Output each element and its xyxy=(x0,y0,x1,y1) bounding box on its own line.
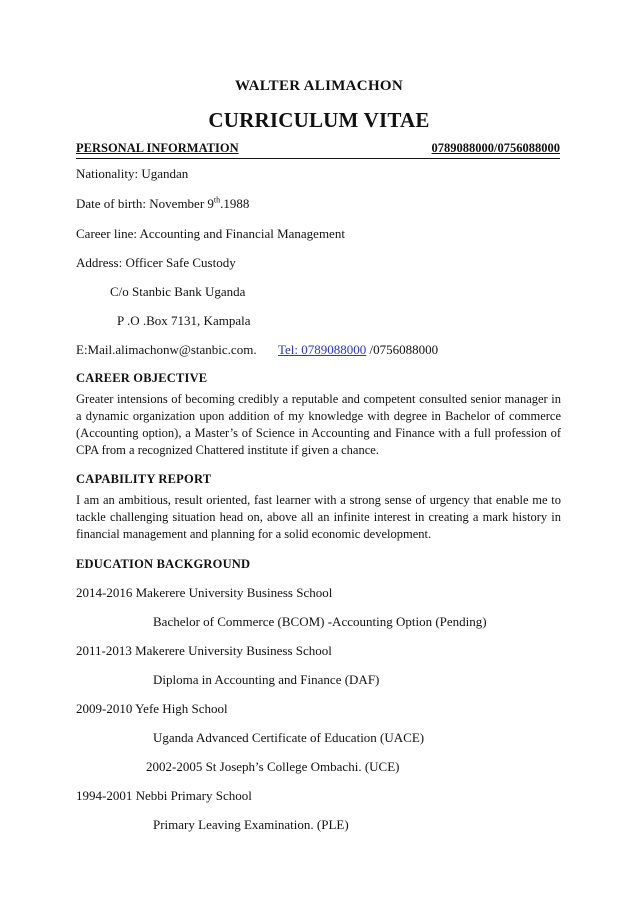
personal-info-heading: PERSONAL INFORMATION xyxy=(76,141,239,155)
candidate-name: WALTER ALIMACHON xyxy=(234,78,404,94)
address-line-3: P .O .Box 7131, Kampala xyxy=(117,313,251,328)
contact-line xyxy=(76,342,257,358)
header-phone-numbers: 0789088000/0756088000 xyxy=(431,141,560,155)
education-entry: 2002-2005 St Joseph’s College Ombachi. (UCE) xyxy=(146,759,400,774)
dob-superscript: th xyxy=(213,195,221,205)
telephone-link[interactable]: Tel: 0789088000 xyxy=(278,342,367,357)
telephone-line xyxy=(278,342,438,358)
nationality: Nationality: Ugandan xyxy=(76,166,189,181)
capability-report-heading: CAPABILITY REPORT xyxy=(76,472,212,486)
dob-suffix: .1988 xyxy=(220,196,250,211)
education-entry: 2011-2013 Makerere University Business School xyxy=(76,643,332,658)
education-entry: Primary Leaving Examination. (PLE) xyxy=(153,817,349,832)
dob-prefix: Date of birth: November 9 xyxy=(76,196,214,211)
address-line-1: Address: Officer Safe Custody xyxy=(76,255,236,270)
date-of-birth xyxy=(76,196,249,212)
education-entry: Bachelor of Commerce (BCOM) -Accounting Option (Pending) xyxy=(153,614,487,629)
personal-info-header xyxy=(76,141,560,159)
email-text: E:Mail.alimachonw@stanbic.com. xyxy=(76,342,257,357)
education-heading: EDUCATION BACKGROUND xyxy=(76,557,251,571)
career-objective-heading: CAREER OBJECTIVE xyxy=(76,371,208,385)
education-entry: 2014-2016 Makerere University Business School xyxy=(76,585,333,600)
address-line-2: C/o Stanbic Bank Uganda xyxy=(110,284,246,299)
telephone-alt: /0756088000 xyxy=(366,342,439,357)
education-entry: 1994-2001 Nebbi Primary School xyxy=(76,788,252,803)
career-objective-text: Greater intensions of becoming credibly a reputable and competent consulted senior manager in a dynamic organization upon addition of my knowledge with degree in Bachelor of commerce (Accounting option), a Master’s of Science in Accounting and Finance with a full profession of CPA from a recognized Chattered institute if given a chance. xyxy=(76,392,561,457)
education-entry: Diploma in Accounting and Finance (DAF) xyxy=(153,672,380,687)
education-entry: Uganda Advanced Certificate of Education (UACE) xyxy=(153,730,425,745)
career-line: Career line: Accounting and Financial Management xyxy=(76,226,345,241)
capability-report-text: I am an ambitious, result oriented, fast learner with a strong sense of urgency that enable me to tackle challenging situation head on, above all an infinite interest in creating a mark history in financial management and planning for a solid economic development. xyxy=(76,493,561,541)
document-title: CURRICULUM VITAE xyxy=(208,108,430,132)
education-entry: 2009-2010 Yefe High School xyxy=(76,701,228,716)
